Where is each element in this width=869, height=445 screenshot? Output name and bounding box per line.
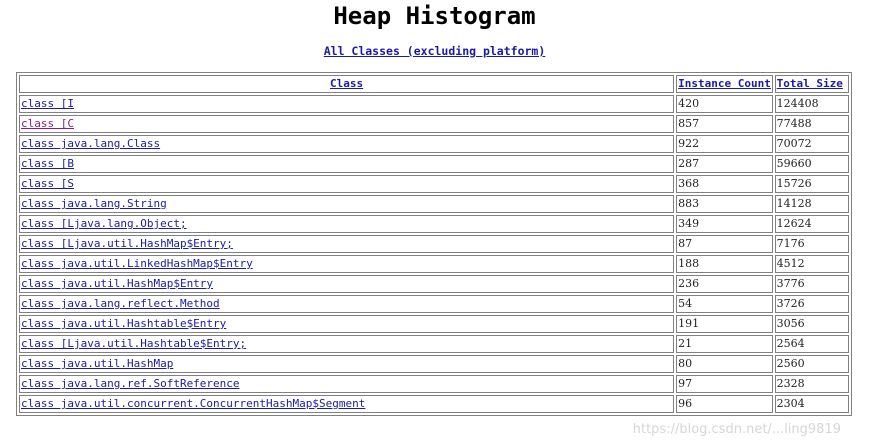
table-row	[19, 195, 849, 213]
instance-count-cell: 87	[676, 235, 772, 253]
all-classes-link[interactable]: All Classes (excluding platform)	[323, 44, 546, 58]
watermark: https://blog.csdn.net/...ling9819	[632, 422, 841, 437]
table-row	[19, 215, 849, 233]
class-name-cell	[19, 355, 674, 373]
table-row	[19, 95, 849, 113]
instance-count-cell: 21	[676, 335, 772, 353]
class-link[interactable]: class [Ljava.util.Hashtable$Entry;	[21, 337, 247, 350]
class-name-cell	[19, 235, 674, 253]
table-row	[19, 335, 849, 353]
total-size-cell: 2328	[775, 375, 849, 393]
total-size-cell: 3776	[775, 275, 849, 293]
instance-count-cell: 191	[676, 315, 772, 333]
class-name-cell	[19, 395, 674, 413]
class-name-cell	[19, 295, 674, 313]
class-link[interactable]: class java.util.concurrent.ConcurrentHashMap$Segment	[21, 397, 366, 410]
total-size-cell: 70072	[775, 135, 849, 153]
total-size-cell: 15726	[775, 175, 849, 193]
class-link[interactable]: class java.lang.reflect.Method	[21, 297, 220, 310]
instance-count-cell: 287	[676, 155, 772, 173]
class-name-cell	[19, 115, 674, 133]
class-name-cell	[19, 175, 674, 193]
table-row	[19, 295, 849, 313]
class-name-cell	[19, 315, 674, 333]
class-name-cell	[19, 155, 674, 173]
instance-count-cell: 857	[676, 115, 772, 133]
class-name-cell	[19, 215, 674, 233]
total-size-cell: 2304	[775, 395, 849, 413]
total-size-cell: 124408	[775, 95, 849, 113]
class-link[interactable]: class java.util.LinkedHashMap$Entry	[21, 257, 253, 270]
class-link[interactable]: class java.util.Hashtable$Entry	[21, 317, 227, 330]
table-header-row	[19, 75, 849, 93]
table-row	[19, 175, 849, 193]
table-row	[19, 235, 849, 253]
sort-by-instance-count-link[interactable]: Instance Count	[678, 77, 771, 90]
table-row	[19, 275, 849, 293]
instance-count-cell: 96	[676, 395, 772, 413]
class-link[interactable]: class [Ljava.util.HashMap$Entry;	[21, 237, 233, 250]
total-size-cell: 77488	[775, 115, 849, 133]
instance-count-cell: 349	[676, 215, 772, 233]
table-body	[19, 95, 849, 413]
class-link[interactable]: class java.lang.String	[21, 197, 167, 210]
total-size-cell: 2560	[775, 355, 849, 373]
all-classes-link-container	[0, 44, 869, 58]
total-size-cell: 14128	[775, 195, 849, 213]
page-title: Heap Histogram	[333, 2, 536, 30]
instance-count-cell: 922	[676, 135, 772, 153]
class-name-cell	[19, 135, 674, 153]
class-link[interactable]: class java.util.HashMap	[21, 357, 174, 370]
table-row	[19, 395, 849, 413]
table-row	[19, 355, 849, 373]
table-row	[19, 115, 849, 133]
instance-count-cell: 54	[676, 295, 772, 313]
class-link[interactable]: class [C	[21, 117, 74, 130]
class-name-cell	[19, 335, 674, 353]
total-size-cell: 4512	[775, 255, 849, 273]
sort-by-class-link[interactable]: Class	[330, 77, 364, 90]
class-name-cell	[19, 375, 674, 393]
class-link[interactable]: class [B	[21, 157, 74, 170]
class-link[interactable]: class java.lang.Class	[21, 137, 161, 150]
total-size-cell: 12624	[775, 215, 849, 233]
instance-count-cell: 236	[676, 275, 772, 293]
table-row	[19, 155, 849, 173]
histogram-table-wrapper	[16, 72, 852, 416]
instance-count-cell: 883	[676, 195, 772, 213]
total-size-cell: 3056	[775, 315, 849, 333]
instance-count-cell: 97	[676, 375, 772, 393]
class-name-cell	[19, 195, 674, 213]
class-column-header	[19, 75, 674, 93]
class-link[interactable]: class java.util.HashMap$Entry	[21, 277, 214, 290]
class-link[interactable]: class [S	[21, 177, 74, 190]
total-size-cell: 7176	[775, 235, 849, 253]
table-row	[19, 315, 849, 333]
instance-count-cell: 188	[676, 255, 772, 273]
table-row	[19, 255, 849, 273]
instance-count-column-header	[676, 75, 772, 93]
class-name-cell	[19, 275, 674, 293]
table-row	[19, 135, 849, 153]
total-size-cell: 59660	[775, 155, 849, 173]
class-link[interactable]: class [I	[21, 97, 74, 110]
class-name-cell	[19, 255, 674, 273]
instance-count-cell: 420	[676, 95, 772, 113]
instance-count-cell: 368	[676, 175, 772, 193]
total-size-cell: 3726	[775, 295, 849, 313]
total-size-cell: 2564	[775, 335, 849, 353]
table-row	[19, 375, 849, 393]
class-name-cell	[19, 95, 674, 113]
instance-count-cell: 80	[676, 355, 772, 373]
total-size-column-header	[775, 75, 849, 93]
class-link[interactable]: class java.lang.ref.SoftReference	[21, 377, 240, 390]
sort-by-total-size-link[interactable]: Total Size	[776, 77, 843, 90]
class-link[interactable]: class [Ljava.lang.Object;	[21, 217, 187, 230]
histogram-table	[16, 72, 852, 416]
